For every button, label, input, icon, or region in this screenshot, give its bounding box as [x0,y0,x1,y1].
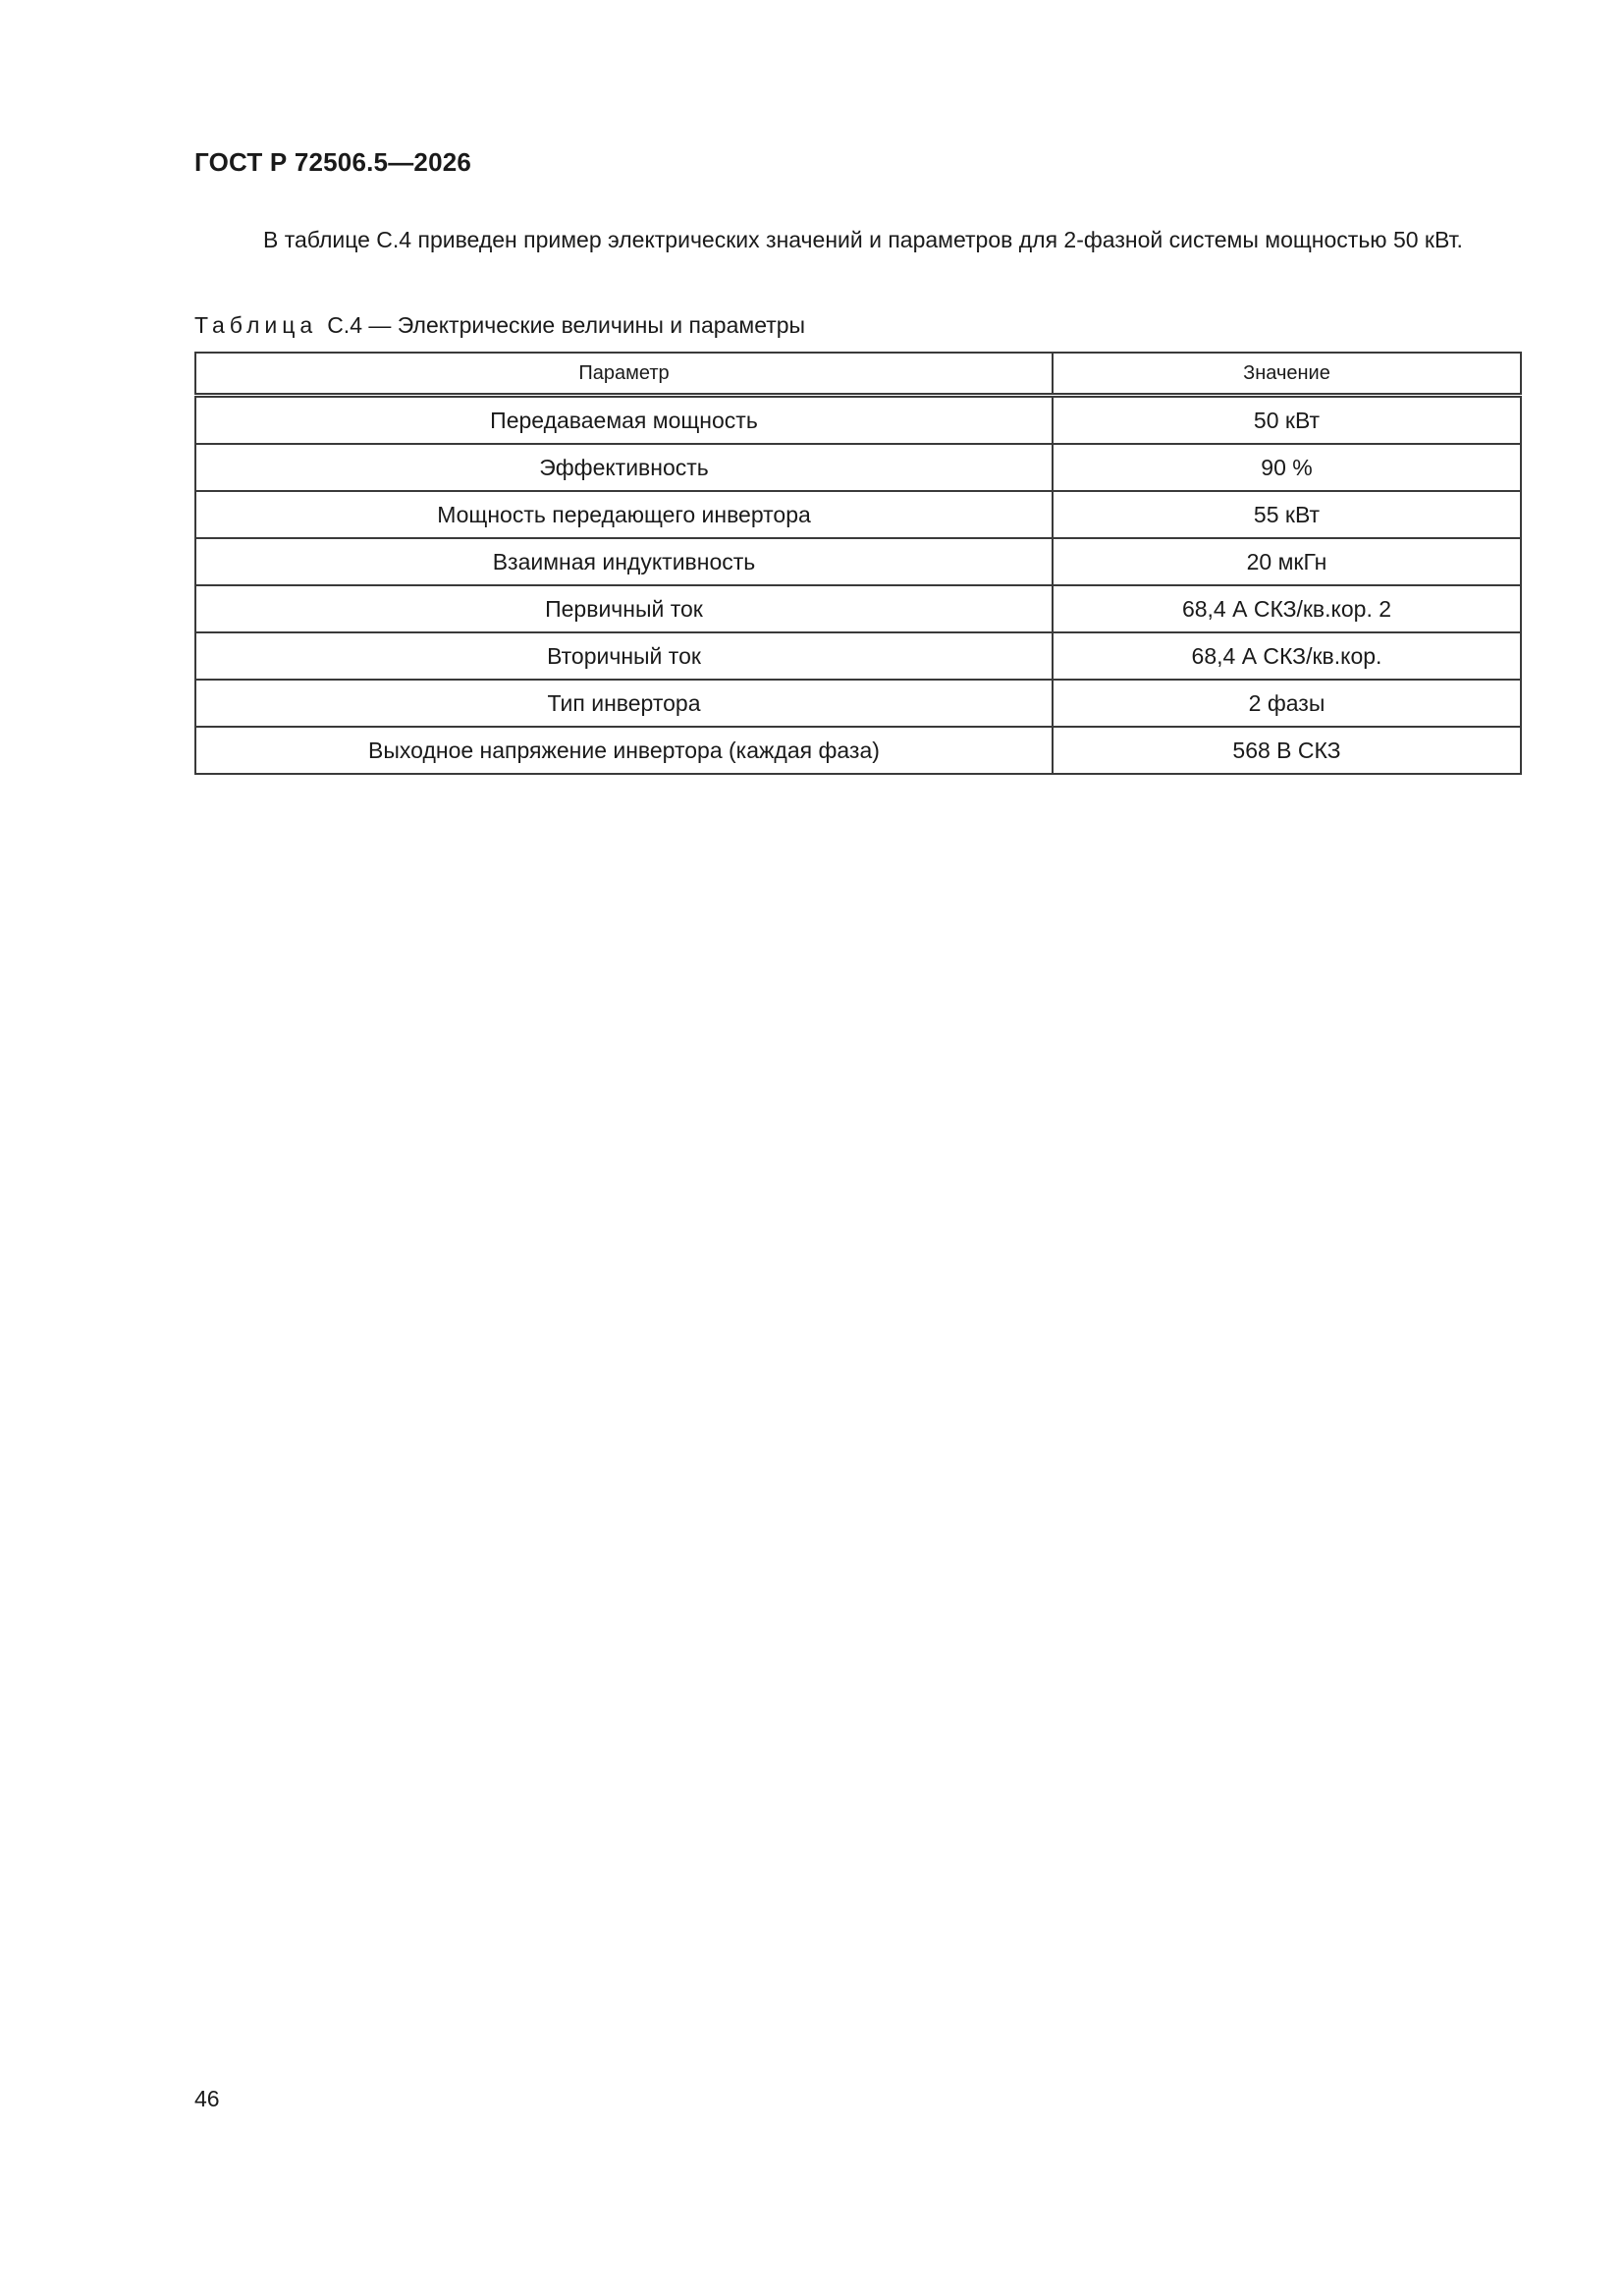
table-row [195,396,1521,445]
table-row [195,444,1521,491]
table-caption [194,309,805,341]
table-caption-prefix: Таблица [194,312,318,338]
table-row [195,680,1521,727]
parameter-cell: Тип инвертора [195,680,1053,727]
value-cell: 2 фазы [1053,680,1521,727]
intro-paragraph: В таблице С.4 приведен пример электрических значений и параметров для 2-фазной системы мощностью 50 кВт. [263,227,1463,252]
document-header: ГОСТ Р 72506.5—2026 [194,147,472,177]
parameter-cell: Взаимная индуктивность [195,538,1053,585]
table-row [195,727,1521,774]
parameter-cell: Мощность передающего инвертора [195,491,1053,538]
page-number: 46 [194,2086,220,2111]
value-cell: 68,4 А СКЗ/кв.кор. 2 [1053,585,1521,632]
parameter-cell: Эффективность [195,444,1053,491]
table-caption-text: С.4 — Электрические величины и параметры [327,312,806,338]
parameter-cell: Передаваемая мощность [195,396,1053,445]
table-row [195,491,1521,538]
table-row [195,585,1521,632]
parameter-cell: Вторичный ток [195,632,1053,680]
table-row [195,538,1521,585]
value-cell: 50 кВт [1053,396,1521,445]
value-cell: 90 % [1053,444,1521,491]
value-cell: 20 мкГн [1053,538,1521,585]
table-header-row [195,353,1521,396]
column-header-parameter: Параметр [195,353,1053,396]
value-cell: 68,4 А СКЗ/кв.кор. [1053,632,1521,680]
parameters-table [194,352,1522,775]
value-cell: 568 В СКЗ [1053,727,1521,774]
parameter-cell: Выходное напряжение инвертора (каждая фаза) [195,727,1053,774]
table-row [195,632,1521,680]
column-header-value: Значение [1053,353,1521,396]
value-cell: 55 кВт [1053,491,1521,538]
parameter-cell: Первичный ток [195,585,1053,632]
